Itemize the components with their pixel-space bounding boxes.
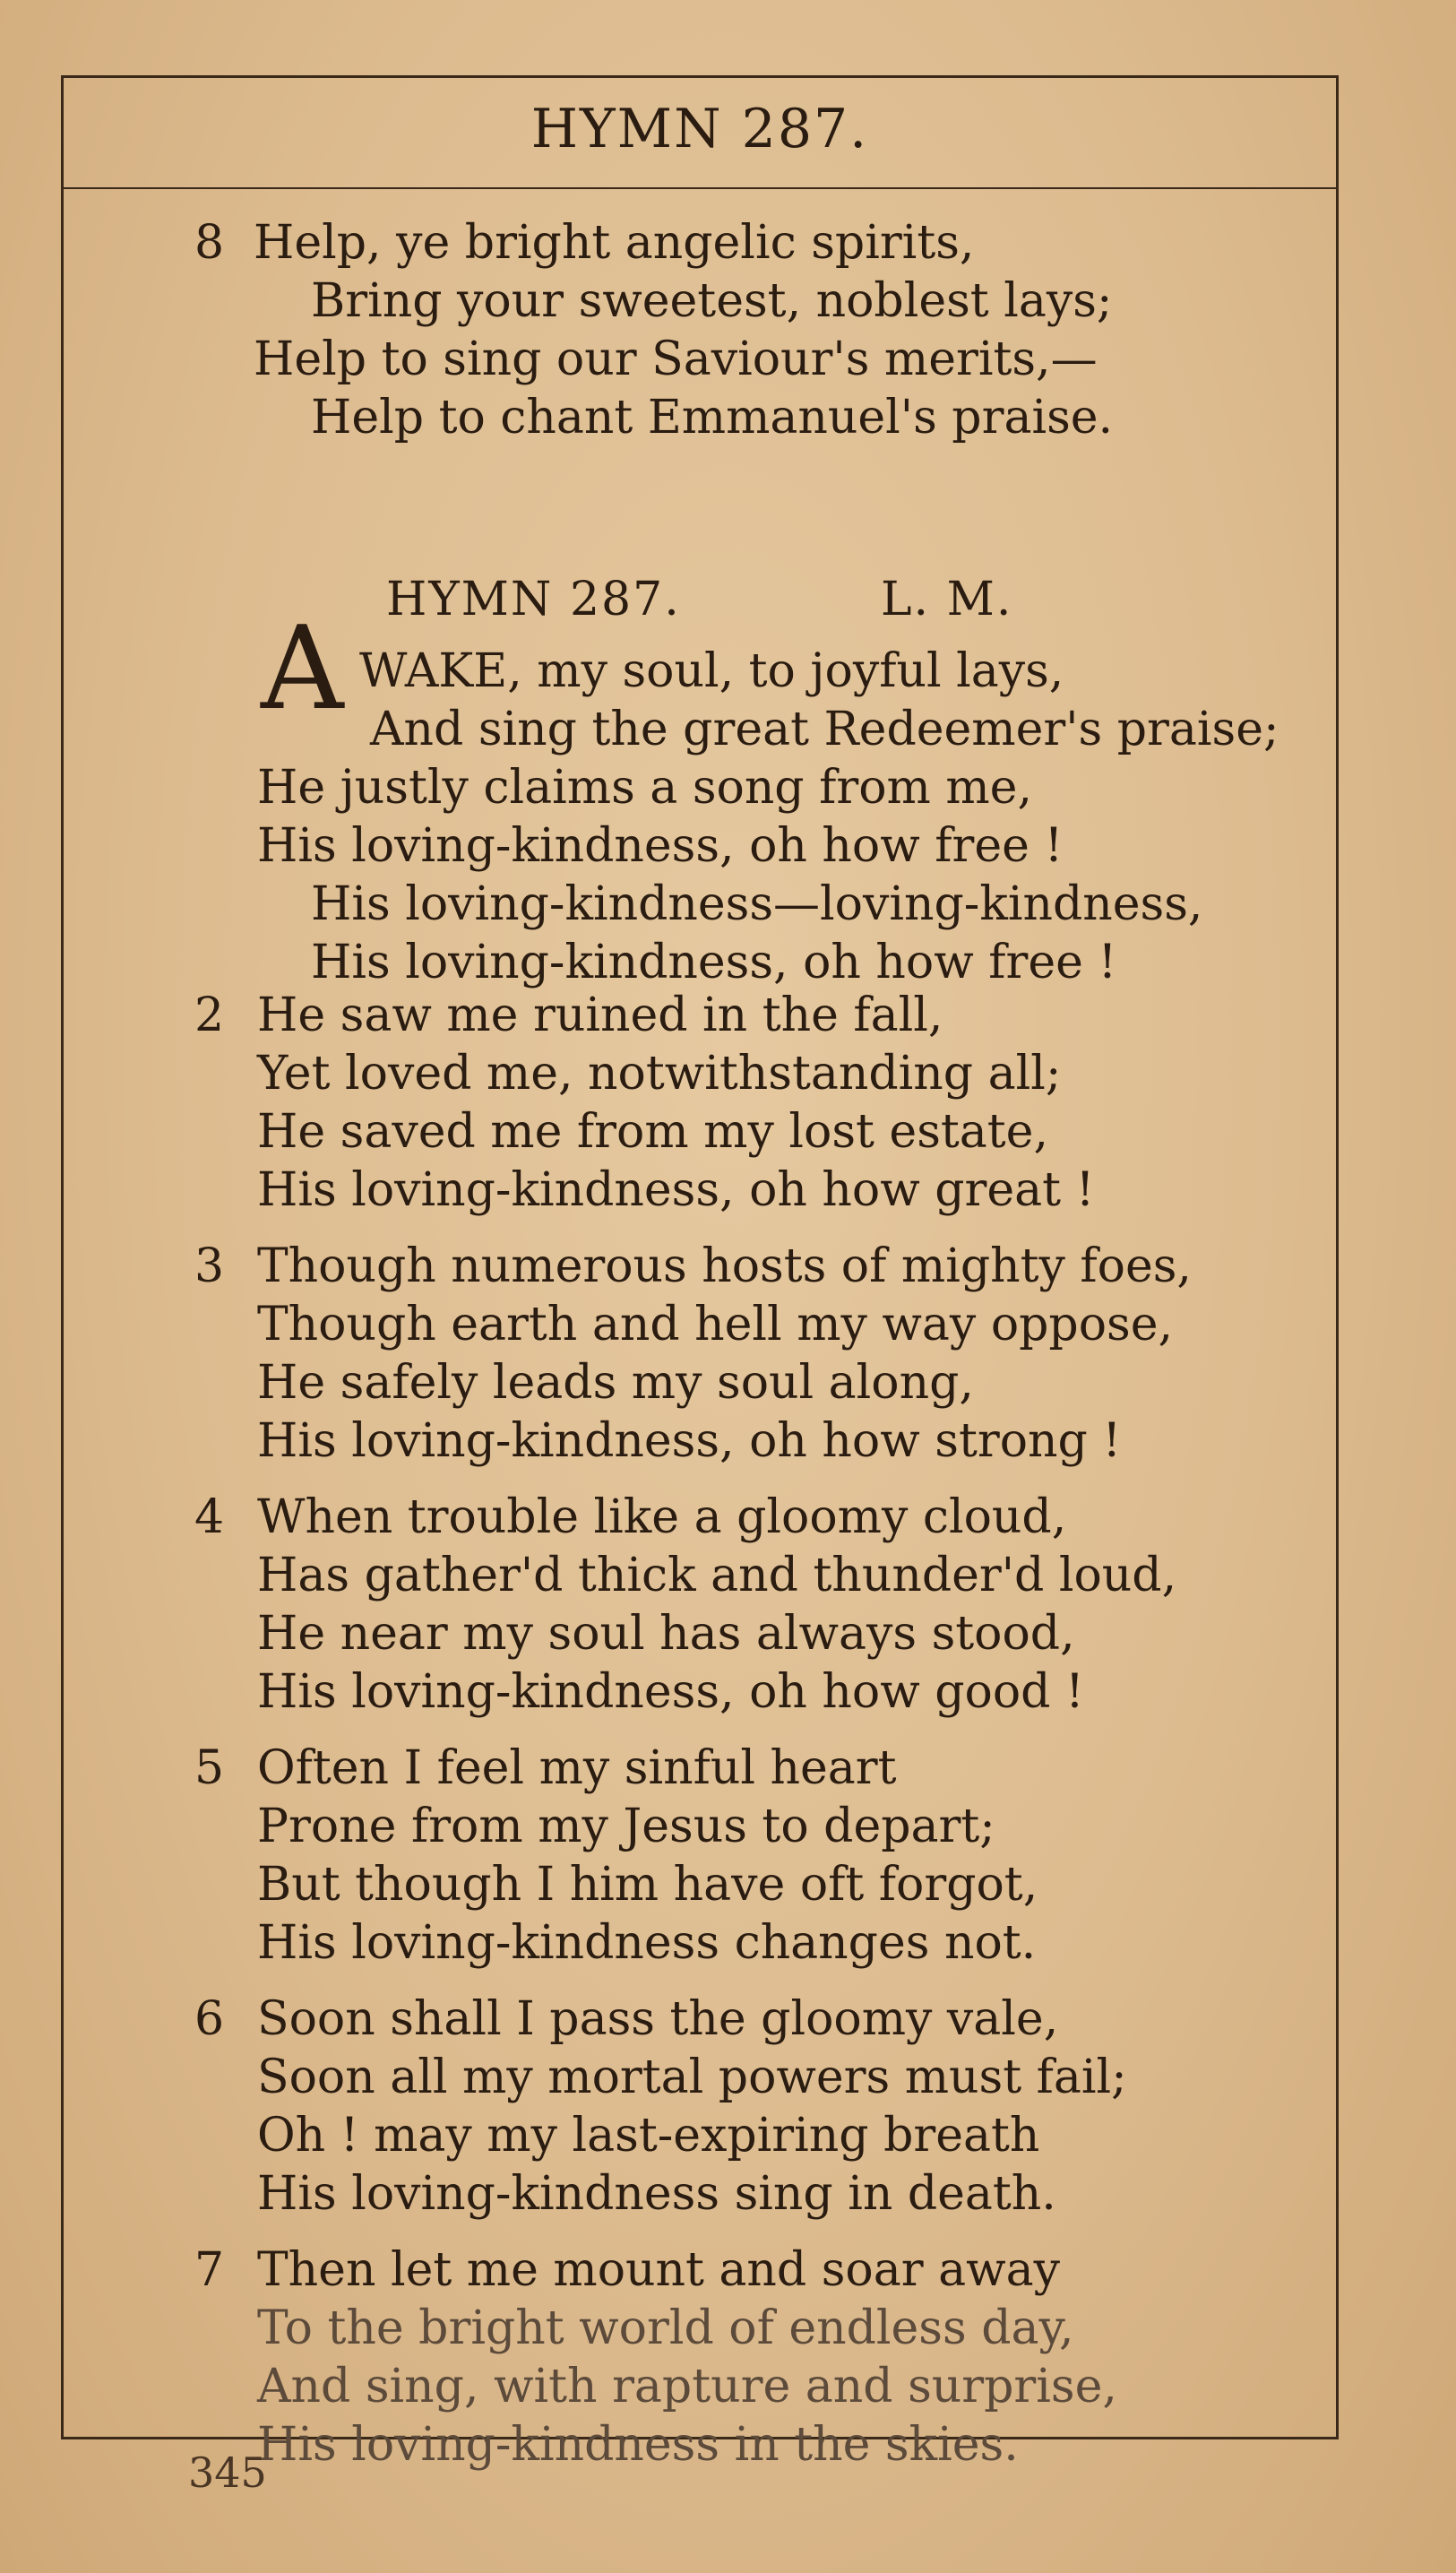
verse-line: But though I him have oft forgot, <box>257 1858 1038 1912</box>
verse-number: 8 <box>194 216 225 270</box>
verse-line: Yet loved me, notwithstanding all; <box>257 1047 1062 1101</box>
verse-line: Prone from my Jesus to depart; <box>257 1800 995 1853</box>
verse-number: 3 <box>194 1239 225 1293</box>
page-number: 345 <box>188 2448 267 2497</box>
verse-line: His loving-kindness, oh how free ! <box>257 819 1064 873</box>
verse-line: He saw me ruined in the fall, <box>257 989 943 1042</box>
verse-line: Though numerous hosts of mighty foes, <box>257 1239 1192 1293</box>
running-header: HYMN 287. <box>530 98 869 160</box>
verse-line: Bring your sweetest, noblest lays; <box>311 274 1113 328</box>
drop-cap: A <box>261 602 344 736</box>
verse-line: Then let me mount and soar away <box>257 2243 1061 2297</box>
header-rule <box>64 187 1336 189</box>
verse-line: He near my soul has always stood, <box>257 1607 1075 1661</box>
verse-line: Soon all my mortal powers must fail; <box>257 2051 1127 2104</box>
verse-line: And sing, with rapture and surprise, <box>257 2360 1117 2413</box>
verse-line: His loving-kindness, oh how great ! <box>257 1163 1095 1217</box>
verse-line: He safely leads my soul along, <box>257 1356 974 1410</box>
verse-line: Help, ye bright angelic spirits, <box>254 216 975 270</box>
hymn-meter: L. M. <box>881 573 1013 626</box>
verse-line: Help to sing our Saviour's merits,— <box>254 332 1098 386</box>
verse-number: 4 <box>194 1490 225 1544</box>
verse-line: Often I feel my sinful heart <box>257 1741 897 1795</box>
verse-line: He saved me from my lost estate, <box>257 1105 1048 1159</box>
verse-line: Soon shall I pass the gloomy vale, <box>257 1992 1059 2046</box>
verse-line: Though earth and hell my way oppose, <box>257 1298 1173 1351</box>
verse-line: His loving-kindness changes not. <box>257 1916 1037 1970</box>
verse-number: 7 <box>194 2243 225 2297</box>
verse-line: His loving-kindness sing in death. <box>257 2167 1056 2221</box>
verse-number: 2 <box>194 989 225 1042</box>
page-frame <box>61 75 1339 2472</box>
verse-line: Oh ! may my last-expiring breath <box>257 2109 1040 2163</box>
verse-line: He justly claims a song from me, <box>257 761 1032 815</box>
verse-line: WAKE, my soul, to joyful lays, <box>359 644 1064 698</box>
verse-line: Help to chant Emmanuel's praise. <box>311 391 1114 445</box>
verse-line: His loving-kindness, oh how good ! <box>257 1665 1084 1719</box>
verse-line: His loving-kindness—loving-kindness, <box>311 877 1203 931</box>
verse-line: When trouble like a gloomy cloud, <box>257 1490 1067 1544</box>
verse-number: 6 <box>194 1992 225 2046</box>
verse-line: Has gather'd thick and thunder'd loud, <box>257 1549 1177 1602</box>
verse-line: His loving-kindness, oh how free ! <box>311 936 1117 989</box>
verse-line: To the bright world of endless day, <box>257 2301 1074 2355</box>
verse-line: And sing the great Redeemer's praise; <box>370 703 1279 756</box>
verse-line: His loving-kindness, oh how strong ! <box>257 1414 1122 1468</box>
hymn-title: HYMN 287. <box>386 573 681 626</box>
verse-number: 5 <box>194 1741 225 1795</box>
verse-line: His loving-kindness in the skies. <box>257 2418 1019 2472</box>
